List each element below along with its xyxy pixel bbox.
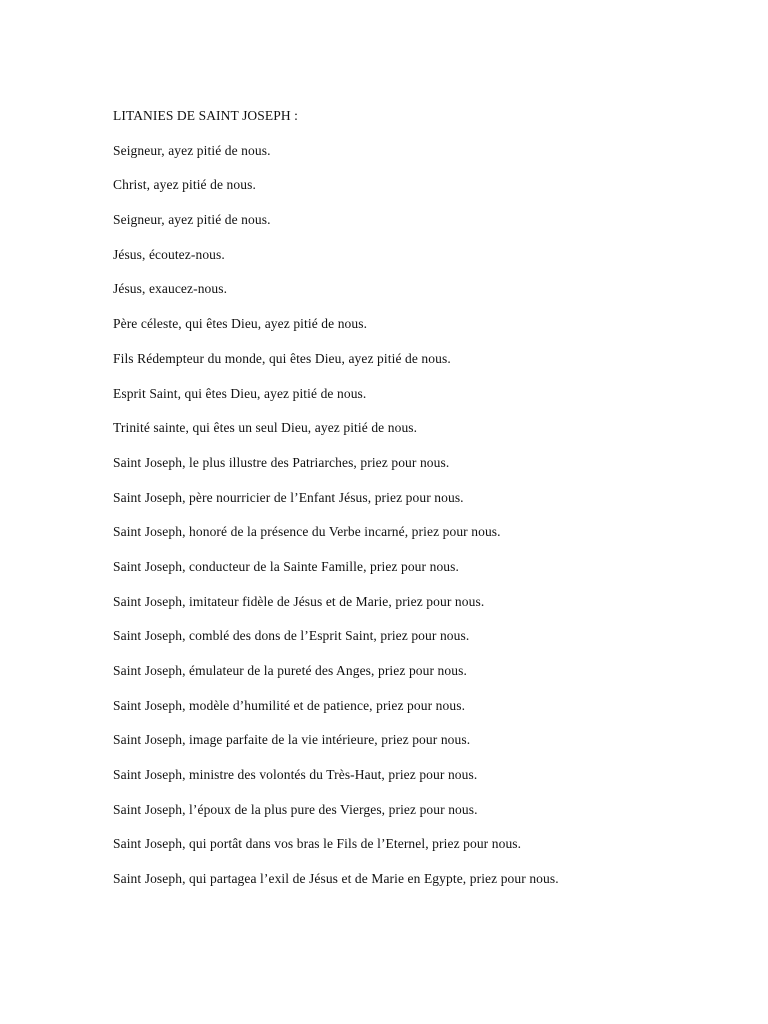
litany-line: Saint Joseph, conducteur de la Sainte Famille, priez pour nous. (113, 558, 459, 574)
litany-text (113, 105, 743, 903)
litany-line: Saint Joseph, l’époux de la plus pure des Vierges, priez pour nous. (113, 801, 478, 817)
litany-line: Trinité sainte, qui êtes un seul Dieu, ayez pitié de nous. (113, 420, 418, 436)
litany-line: Saint Joseph, imitateur fidèle de Jésus et de Marie, priez pour nous. (113, 593, 485, 609)
litany-line: Saint Joseph, père nourricier de l’Enfant Jésus, priez pour nous. (113, 489, 464, 505)
litany-line: Jésus, exaucez-nous. (113, 281, 228, 297)
litany-line: Jésus, écoutez-nous. (113, 246, 225, 262)
litany-line: Saint Joseph, qui partagea l’exil de Jésus et de Marie en Egypte, priez pour nous. (113, 871, 559, 887)
litany-line: Seigneur, ayez pitié de nous. (113, 212, 271, 228)
litany-line: Saint Joseph, honoré de la présence du Verbe incarné, priez pour nous. (113, 524, 501, 540)
litany-line: Saint Joseph, modèle d’humilité et de patience, priez pour nous. (113, 697, 466, 713)
litany-line: Esprit Saint, qui êtes Dieu, ayez pitié de nous. (113, 385, 367, 401)
litany-line: Saint Joseph, image parfaite de la vie intérieure, priez pour nous. (113, 732, 471, 748)
litany-line: Saint Joseph, comblé des dons de l’Esprit Saint, priez pour nous. (113, 628, 470, 644)
litany-line: Saint Joseph, émulateur de la pureté des Anges, priez pour nous. (113, 663, 467, 678)
litany-line: Fils Rédempteur du monde, qui êtes Dieu, ayez pitié de nous. (113, 350, 451, 366)
document-title: LITANIES DE SAINT JOSEPH : (113, 108, 299, 123)
litany-line: Christ, ayez pitié de nous. (113, 177, 256, 193)
litany-line: Saint Joseph, qui portât dans vos bras le Fils de l’Eternel, priez pour nous. (113, 836, 522, 852)
litany-line: Saint Joseph, le plus illustre des Patriarches, priez pour nous. (113, 454, 450, 470)
litany-line: Seigneur, ayez pitié de nous. (113, 142, 271, 158)
litany-lines (113, 140, 743, 903)
litany-line: Saint Joseph, ministre des volontés du Très-Haut, priez pour nous. (113, 767, 478, 783)
litany-line: Père céleste, qui êtes Dieu, ayez pitié de nous. (113, 316, 368, 332)
